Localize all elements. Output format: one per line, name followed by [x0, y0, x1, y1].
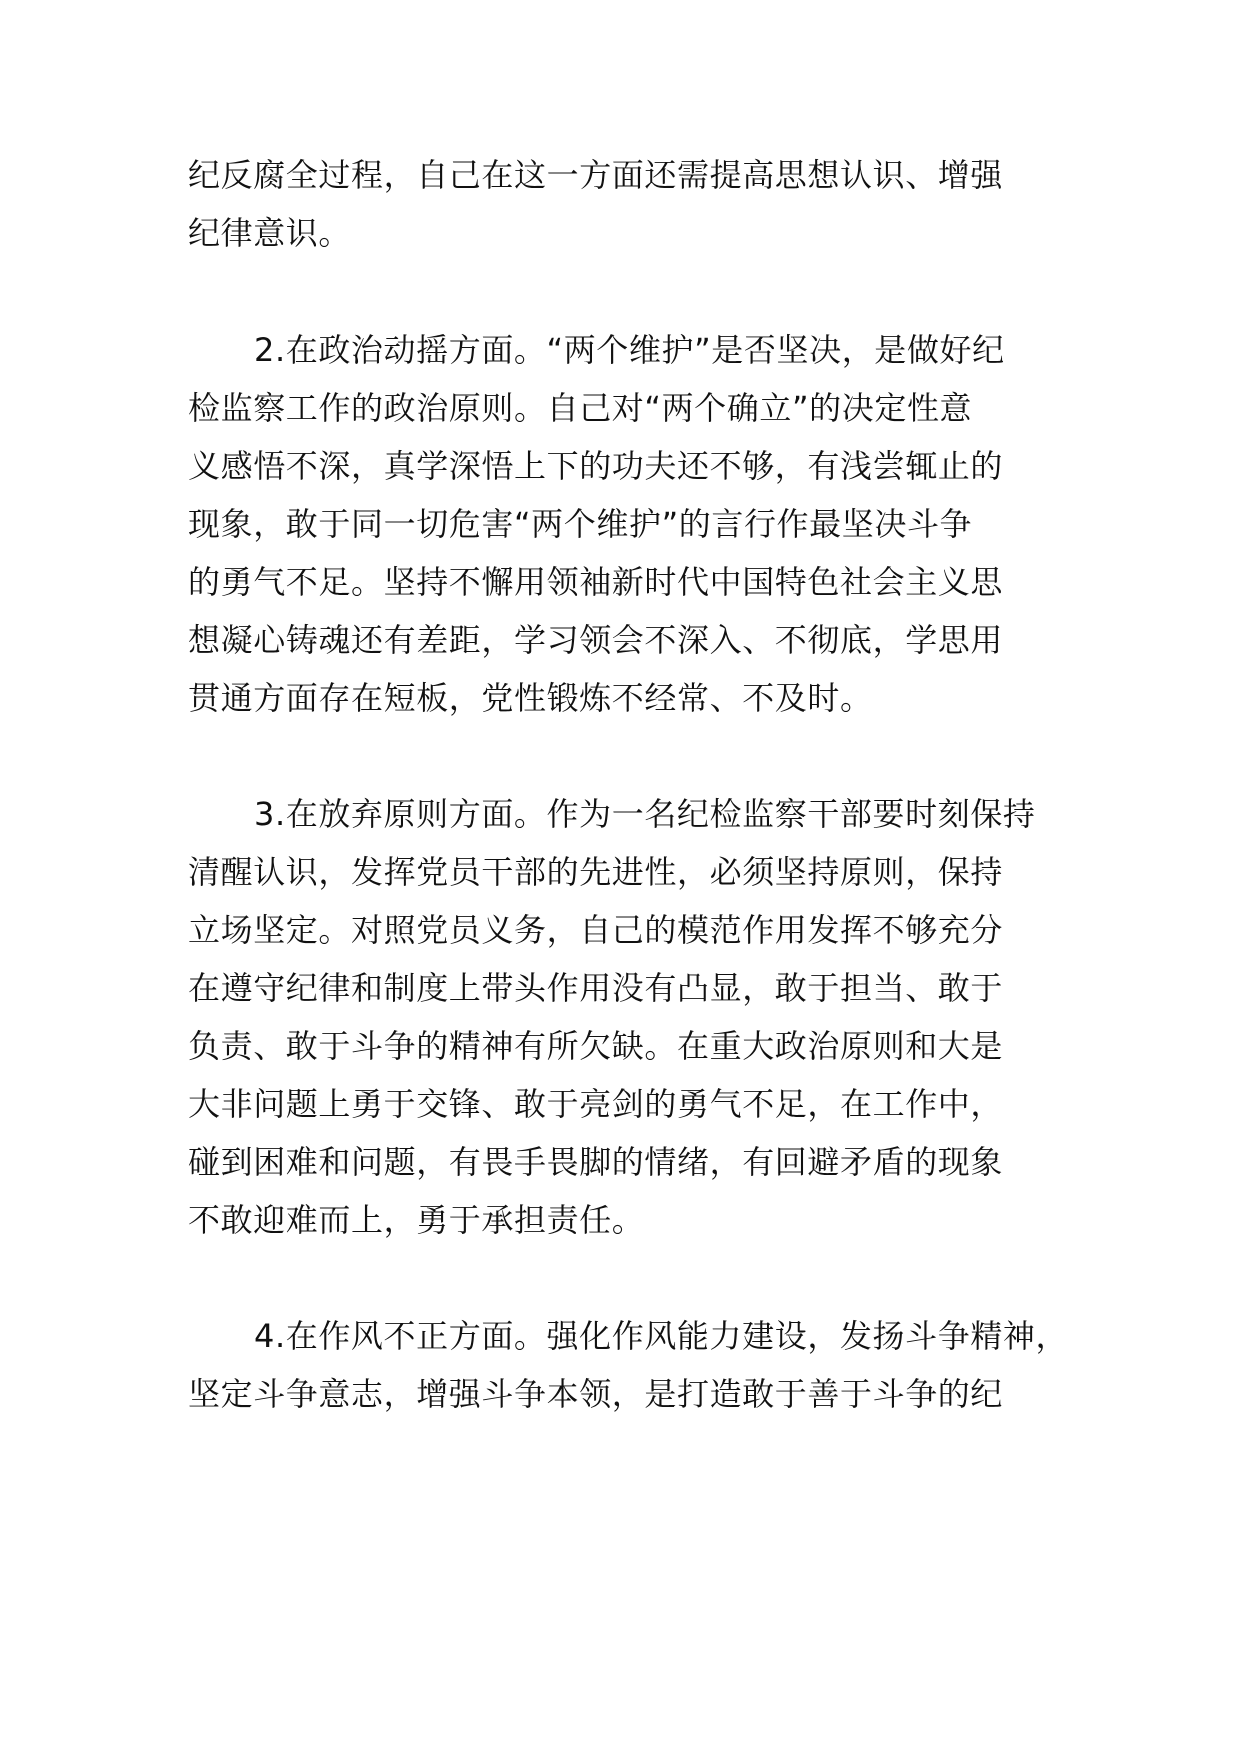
text-line: 清醒认识，发挥党员干部的先进性，必须坚持原则，保持 [188, 853, 1004, 891]
paragraph-4-first-line: 4.在作风不正方面。强化作风能力建设，发扬斗争精神， [254, 1317, 1069, 1355]
text-line: 想凝心铸魂还有差距，学习领会不深入、不彻底，学思用 [188, 621, 1004, 659]
text-line: 现象，敢于同一切危害“两个维护”的言行作最坚决斗争 [188, 505, 973, 543]
text-line: 负责、敢于斗争的精神有所欠缺。在重大政治原则和大是 [188, 1027, 1004, 1065]
text-line: 贯通方面存在短板，党性锻炼不经常、不及时。 [188, 679, 873, 717]
text-line: 坚定斗争意志，增强斗争本领，是打造敢于善于斗争的纪 [188, 1375, 1004, 1413]
text-line: 义感悟不深，真学深悟上下的功夫还不够，有浅尝辄止的 [188, 447, 1004, 485]
text-line: 纪反腐全过程，自己在这一方面还需提高思想认识、增强 [188, 156, 1004, 194]
text-line: 在遵守纪律和制度上带头作用没有凸显，敢于担当、敢于 [188, 969, 1004, 1007]
paragraph-2-first-line: 2.在政治动摇方面。“两个维护”是否坚决，是做好纪 [254, 331, 1005, 369]
text-line: 碰到困难和问题，有畏手畏脚的情绪，有回避矛盾的现象 [188, 1143, 1004, 1181]
text-line: 纪律意识。 [188, 214, 352, 252]
paragraph-3-first-line: 3.在放弃原则方面。作为一名纪检监察干部要时刻保持 [254, 795, 1036, 833]
text-line: 立场坚定。对照党员义务，自己的模范作用发挥不够充分 [188, 911, 1004, 949]
text-line: 的勇气不足。坚持不懈用领袖新时代中国特色社会主义思 [188, 563, 1004, 601]
text-line: 不敢迎难而上，勇于承担责任。 [188, 1201, 645, 1239]
text-line: 大非问题上勇于交锋、敢于亮剑的勇气不足，在工作中， [188, 1085, 1004, 1123]
text-line: 检监察工作的政治原则。自己对“两个确立”的决定性意 [188, 389, 973, 427]
